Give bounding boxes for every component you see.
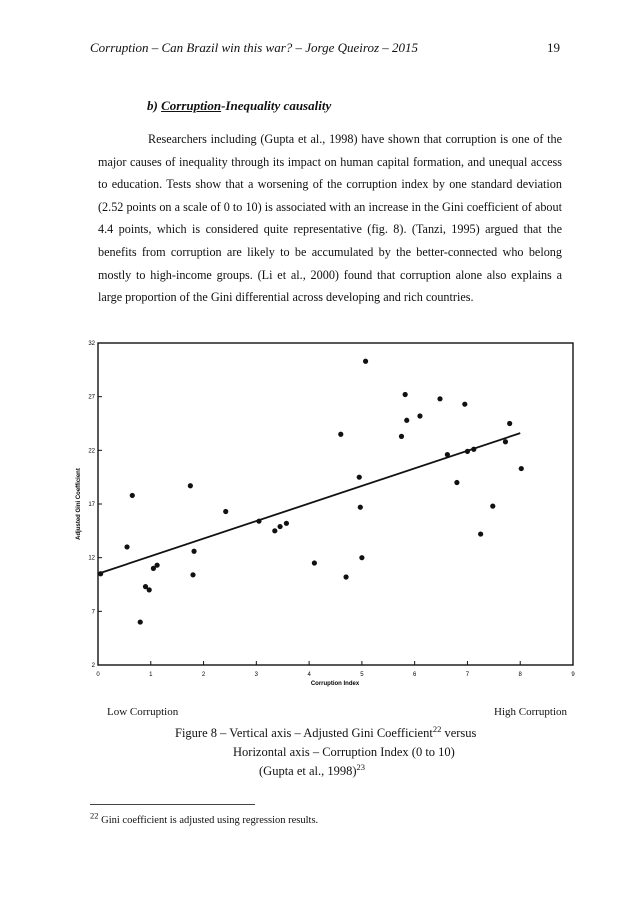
- data-point: [519, 466, 524, 471]
- data-point: [462, 402, 467, 407]
- caption-text3: (Gupta et al., 1998): [259, 764, 357, 778]
- running-header: Corruption – Can Brazil win this war? – Jorge Queiroz – 2015: [90, 40, 419, 55]
- data-point: [191, 549, 196, 554]
- data-point: [277, 524, 282, 529]
- section-prefix: b): [147, 98, 162, 113]
- data-point: [399, 434, 404, 439]
- data-point: [478, 531, 483, 536]
- data-point: [357, 475, 362, 480]
- data-point: [272, 528, 277, 533]
- data-point: [358, 505, 363, 510]
- x-tick-label: 6: [412, 672, 417, 678]
- data-point: [403, 392, 408, 397]
- data-point: [223, 509, 228, 514]
- scatter-chart: [76, 335, 586, 700]
- data-point: [363, 359, 368, 364]
- data-point: [284, 521, 289, 526]
- data-point: [155, 563, 160, 568]
- data-point: [343, 574, 348, 579]
- x-tick-label: 1: [149, 672, 153, 678]
- data-point: [507, 421, 512, 426]
- x-tick-label: 5: [360, 672, 364, 678]
- data-point: [188, 483, 193, 488]
- y-axis-label: Adjusted Gini Coefficient: [76, 468, 82, 540]
- low-corruption-label: Low Corruption: [107, 706, 179, 718]
- y-tick-label: 7: [91, 609, 95, 616]
- section-underlined: Corruption: [161, 98, 222, 113]
- figure-caption-line2: Horizontal axis – Corruption Index (0 to 10): [233, 745, 455, 759]
- x-tick-label: 3: [254, 672, 259, 678]
- chart-svg: [76, 335, 586, 695]
- x-axis-label: Corruption Index: [310, 681, 360, 687]
- data-point: [338, 432, 343, 437]
- plot-frame: [98, 343, 573, 665]
- section-rest: -Inequality causality: [221, 98, 332, 113]
- data-point: [312, 560, 317, 565]
- data-point: [437, 396, 442, 401]
- x-tick-label: 2: [201, 672, 206, 678]
- data-point: [417, 413, 422, 418]
- x-tick-label: 4: [307, 672, 311, 678]
- section-heading: [147, 98, 331, 114]
- figure-caption-line1: [175, 723, 477, 741]
- data-point: [490, 504, 495, 509]
- x-tick-label: 0: [96, 672, 100, 678]
- footnote-text: Gini coefficient is adjusted using regression results.: [98, 815, 319, 826]
- y-tick-label: 12: [88, 555, 95, 562]
- footnote-ref-23[interactable]: 23: [356, 761, 366, 772]
- caption-text1: Figure 8 – Vertical axis – Adjusted Gini Coefficient: [175, 726, 433, 740]
- data-point: [454, 480, 459, 485]
- data-point: [404, 418, 409, 423]
- x-tick-label: 8: [518, 672, 522, 678]
- page-number: 19: [547, 40, 560, 55]
- data-point: [130, 493, 135, 498]
- y-tick-label: 17: [88, 502, 95, 508]
- caption-text1-tail: versus: [441, 726, 477, 740]
- footnote-number: 22: [90, 810, 99, 821]
- y-tick-label: 22: [88, 448, 95, 455]
- body-paragraph: Researchers including (Gupta et al., 1998) have shown that corruption is one of the major causes of inequality through its impact on human capital formation, and unequal access to education. Tests show that a worsening of the corruption index by one standard deviation (2.52 points on a scale of 0 to 10) is associated with an increase in the Gini coefficient of about 4.4 points, which is considered quite representative (fig. 8). (Tanzi, 1995) argued that the benefits from corruption are likely to be accumulated by the better-connected who belong mostly to high-income groups. (Li et al., 2000) found that corruption alone also explains a large proportion of the Gini differential across developing and rich countries.: [98, 132, 562, 305]
- data-point: [359, 555, 364, 560]
- y-tick-label: 2: [91, 663, 95, 669]
- footnote: [90, 810, 319, 826]
- high-corruption-label: High Corruption: [494, 706, 568, 718]
- footnote-divider: [90, 804, 255, 805]
- data-point: [190, 572, 195, 577]
- x-tick-label: 9: [571, 672, 575, 678]
- y-tick-label: 32: [88, 341, 95, 347]
- y-tick-label: 27: [88, 394, 95, 401]
- data-point: [147, 587, 152, 592]
- x-tick-label: 7: [465, 672, 470, 678]
- footnote-ref-22[interactable]: 22: [432, 723, 442, 734]
- data-point: [124, 544, 129, 549]
- data-point: [503, 439, 508, 444]
- data-point: [138, 619, 143, 624]
- figure-caption-line3: [259, 761, 366, 779]
